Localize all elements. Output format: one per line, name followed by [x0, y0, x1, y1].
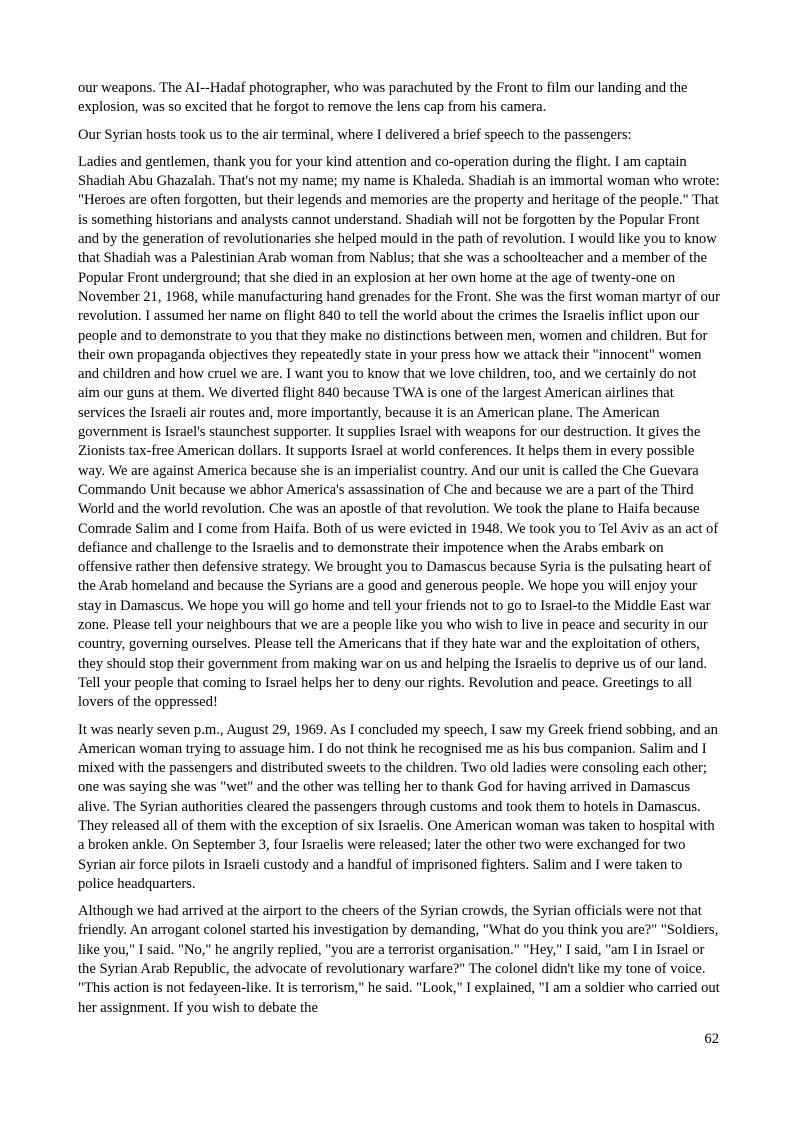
paragraph-2: Our Syrian hosts took us to the air terminal, where I delivered a brief speech to the passengers: — [78, 126, 632, 143]
paragraph-5: Although we had arrived at the airport to the cheers of the Syrian crowds, the Syrian officials were not that friendly. An arrogant colonel started his investigation by demanding, "What do you think you are?" "Soldiers, like you," I said. "No," he angrily replied, "you are a terrorist organisation." "Hey," I said, "am I in Israel or the Syrian Arab Republic, the advocate of revolutionary warfare?" The colonel didn't like my tone of voice. "This action is not fedayeen-like. It is terrorism," he said. "Look," I explained, "I am a soldier who carried out her assignment. If you wish to debate the — [78, 903, 720, 1016]
page-number: 62 — [704, 1031, 719, 1047]
paragraph-3-speech: Ladies and gentlemen, thank you for your kind attention and co-operation during the flight. I am captain Shadiah Abu Ghazalah. That's not my name; my name is Khaleda. Shadiah is an immortal woman who wrote: "Heroes are often forgotten, but their legends and memories are the property and heritage of the people." That is something historians and analysts cannot understand. Shadiah will not be forgotten by the Popular Front and by the generation of revolutionaries she helped mould in the path of revolution. I would like you to know that Shadiah was a Palestinian Arab woman from Nablus; that she was a schoolteacher and a member of the Popular Front underground; that she died in an explosion at her own home at the age of twenty-one on November 21, 1968, while manufacturing hand grenades for the Front. She was the first woman martyr of our revolution. I assumed her name on flight 840 to tell the world about the crimes the Israelis inflict upon our people and to demonstrate to you that they make no distinctions between men, women and children. But for their own propaganda objectives they repeatedly state in your press how we attack their "innocent" women and children and how cruel we are. I want you to know that we love children, too, and we certainly do not aim our guns at them. We diverted flight 840 because TWA is one of the largest American airlines that services the Israeli air routes and, more importantly, because it is an American plane. The American government is Israel's staunchest supporter. It supplies Israel with weapons for our destruction. It gives the Zionists tax-free American dollars. It supports Israel at world conferences. It helps them in every possible way. We are against America because she is an imperialist country. And our unit is called the Che Guevara Commando Unit because we abhor America's assassination of Che and because we are a part of the Third World and the world revolution. Che was an apostle of that revolution. We took the plane to Haifa because Comrade Salim and I come from Haifa. Both of us were evicted in 1948. We took you to Tel Aviv as an act of defiance and challenge to the Israelis and to demonstrate their impotence when the Arabs embark on offensive rather then defensive strategy. We brought you to Damascus because Syria is the pulsating heart of the Arab homeland and because the Syrians are a good and generous people. We hope you will enjoy your stay in Damascus. We hope you will go home and tell your friends not to go to Israel-to the Middle East war zone. Please tell your neighbours that we are a people like you who wish to live in peace and security in our country, governing ourselves. Please tell the Americans that if they hate war and the exploitation of others, they should stop their government from making war on us and helping the Israelis to deprive us of our land. Tell your people that coming to Israel helps her to deny our rights. Revolution and peace. Greetings to all lovers of the oppressed! — [78, 153, 720, 711]
paragraph-4: It was nearly seven p.m., August 29, 1969. As I concluded my speech, I saw my Greek friend sobbing, and an American woman trying to assuage him. I do not think he recognised me as his bus companion. Salim and I mixed with the passengers and distributed sweets to the children. Two old ladies were consoling each other; one was saying she was "wet" and the other was telling her to thank God for having arrived in Damascus alive. The Syrian authorities cleared the passengers through customs and took them to hotels in Damascus. They released all of them with the exception of six Israelis. One American woman was taken to hospital with a broken ankle. On September 3, four Israelis were released; later the other two were exchanged for two Syrian air force pilots in Israeli custody and a handful of imprisoned fighters. Salim and I were taken to police headquarters. — [78, 721, 718, 892]
document-body — [78, 79, 720, 1026]
paragraph-1: our weapons. The AI--Hadaf photographer, who was parachuted by the Front to film our landing and the explosion, was so excited that he forgot to remove the lens cap from his camera. — [78, 80, 688, 116]
